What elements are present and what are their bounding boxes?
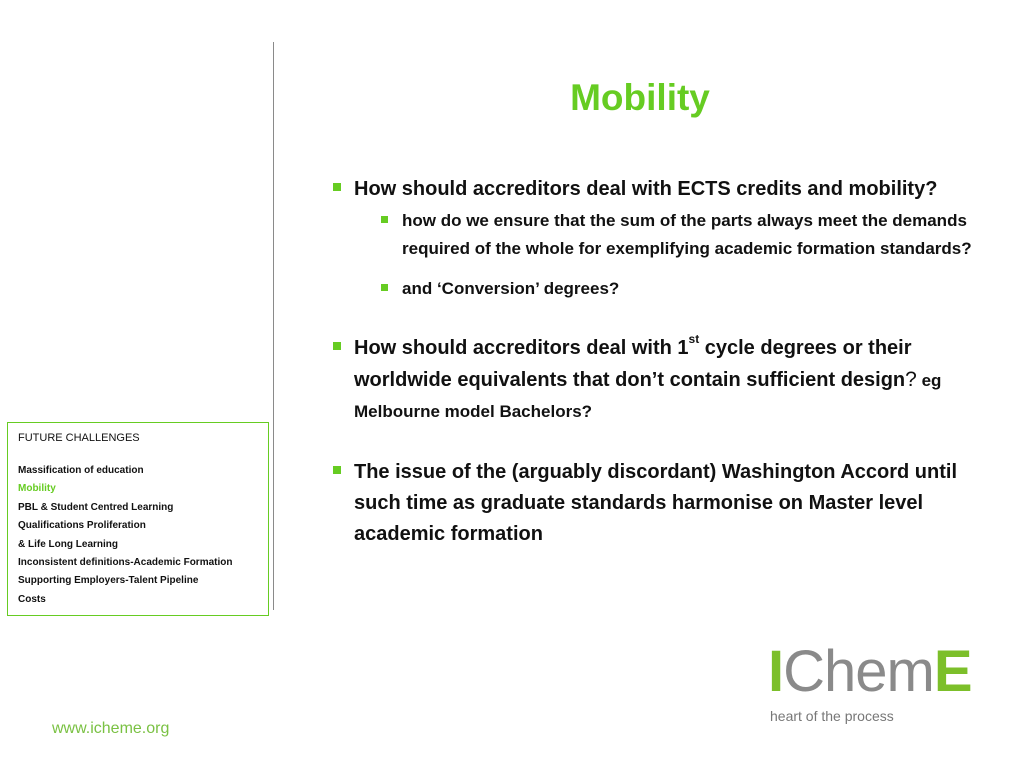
- superscript-st: st: [688, 332, 700, 347]
- slide-content: [333, 174, 983, 550]
- bullet-text-continued: cycle degrees or their worldwide equivalents that don’t contain sufficient design: [354, 337, 912, 391]
- panel-item-life-long-learning: & Life Long Learning: [18, 538, 118, 550]
- square-bullet-icon: [333, 183, 341, 191]
- slide-title: Mobility: [570, 77, 710, 118]
- panel-heading: FUTURE CHALLENGES: [18, 432, 140, 444]
- sub-bullet-text: how do we ensure that the sum of the parts always meet the demands required of the whole for exemplifying academic formation standards?: [402, 211, 972, 258]
- logo-tagline: heart of the process: [770, 708, 894, 724]
- bullet-text: How should accreditors deal with 1: [354, 337, 689, 359]
- footer-url-link[interactable]: www.icheme.org: [52, 720, 170, 737]
- question-mark: ?: [905, 368, 917, 391]
- future-challenges-panel: [7, 422, 269, 616]
- bullet-text: How should accreditors deal with ECTS credits and mobility?: [354, 178, 938, 200]
- panel-item-inconsistent-definitions: Inconsistent definitions-Academic Formation: [18, 557, 233, 569]
- icheme-logo: [768, 640, 988, 740]
- sub-bullet-conversion-degrees: [381, 275, 983, 303]
- bullet-washington-accord: [333, 457, 983, 550]
- logo-letter-e: E: [933, 639, 972, 704]
- vertical-divider: [273, 42, 274, 610]
- logo-letter-i: I: [768, 639, 784, 704]
- panel-item-massification: Massification of education: [18, 465, 144, 476]
- sub-bullet-sum-of-parts: [381, 207, 983, 263]
- bullet-first-cycle-degrees: [333, 333, 983, 427]
- bullet-ects-credits: [333, 174, 983, 205]
- square-bullet-icon: [381, 216, 388, 223]
- panel-item-costs: Costs: [18, 593, 46, 605]
- logo-letters-chem: Chem: [783, 639, 934, 704]
- panel-item-supporting-employers: Supporting Employers-Talent Pipeline: [18, 575, 199, 587]
- bullet-tail-text: eg Melbourne model Bachelors?: [354, 371, 942, 421]
- panel-item-mobility: Mobility: [18, 483, 56, 495]
- logo-wordmark: [768, 640, 988, 704]
- panel-item-qualifications: Qualifications Proliferation: [18, 520, 146, 532]
- square-bullet-icon: [381, 284, 388, 291]
- square-bullet-icon: [333, 342, 341, 350]
- square-bullet-icon: [333, 466, 341, 474]
- sub-bullet-text: and ‘Conversion’ degrees?: [402, 279, 620, 298]
- bullet-text: The issue of the (arguably discordant) Washington Accord until such time as graduate standards harmonise on Master level academic formation: [354, 461, 957, 545]
- panel-item-pbl: PBL & Student Centred Learning: [18, 501, 174, 513]
